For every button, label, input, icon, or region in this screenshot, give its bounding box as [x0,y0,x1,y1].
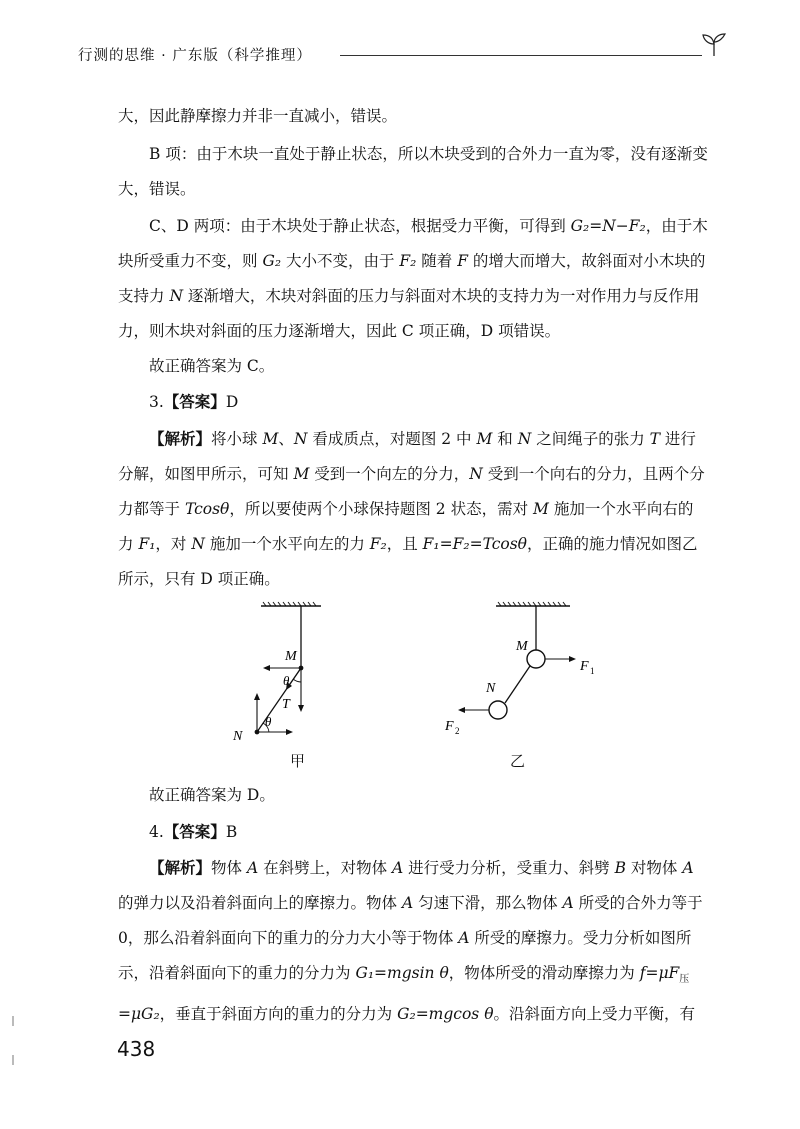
question-4-analysis: 【解析】物体 A 在斜劈上，对物体 A 进行受力分析，受重力、斜劈 B 对物体 A 的弹力以及沿着斜面向上的摩擦力。物体 A 匀速下滑，那么物体 A 所受的合外力等于 0，那么沿着斜面向下的重力的分力大小等于物体 A 所受的摩擦力。受力分析如图所示，沿着斜面向下的重力的分力为 G₁=mgsin θ，物体所受的滑动摩擦力为 $f=\mu F_压=\mu G_2$，垂直于斜面方向的重力的分力为 G₂=mgcos θ。沿斜面方向上受力平衡，有 [118,858,703,1024]
answer-line-2: 故正确答案为 C。 [149,357,275,375]
label-n: N [486,681,496,696]
label-theta-bottom: θ [265,714,272,729]
header-rule [340,55,702,56]
figure-caption-jia: 甲 [290,752,306,770]
label-f2: F [445,719,454,734]
question-3-answer: 3.【答案】D [149,392,239,411]
label-f1-subscript: 1 [590,666,595,676]
page-number: 438 [117,1037,156,1061]
scan-edge-mark [12,1016,14,1026]
figure-caption-yi: 乙 [510,752,526,770]
paragraph-2: B 项：由于木块一直处于静止状态，所以木块受到的合外力一直为零，没有逐渐变大，错误。 [118,145,708,198]
label-m: M [285,649,297,664]
figure-jia [225,598,335,768]
figure-yi [440,598,620,748]
sprout-icon [700,32,728,58]
label-t: T [282,697,290,712]
paragraph-1: 大，因此静摩擦力并非一直减小，错误。 [118,107,398,125]
question-4-answer: 4.【答案】B [149,822,238,841]
running-header [78,42,738,68]
label-theta-top: θ [283,673,290,688]
paragraph-3: C、D 两项：由于木块处于静止状态，根据受力平衡，可得到 G₂=N−F₂，由于木块所受重力不变，则 G₂ 大小不变，由于 F₂ 随着 F 的增大而增大，故斜面对小木块的支持力 N 逐渐增大，木块对斜面的压力与斜面对木块的支持力为一对作用力与反作用力，则木块对斜面的压力逐渐增大，因此 C 项正确，D 项错误。 [118,217,708,340]
label-f2-subscript: 2 [455,726,460,736]
scan-edge-mark [12,1055,14,1065]
label-m: M [516,639,528,654]
label-n: N [233,729,243,744]
label-f1: F [580,659,589,674]
question-3-analysis: 【解析】将小球 M、N 看成质点，对题图 2 中 M 和 N 之间绳子的张力 T 进行分解，如图甲所示，可知 M 受到一个向左的分力，N 受到一个向右的分力，且两个分力都等于 Tcosθ，所以要使两个小球保持题图 2 状态，需对 M 施加一个水平向右的力 F₁，对 N 施加一个水平向左的力 F₂，且 F₁=F₂=Tcosθ，正确的施力情况如图乙所示，只有 D 项正确。 [118,429,705,588]
answer-line-3: 故正确答案为 D。 [149,786,275,804]
header-title: 行测的思维 · 广东版（科学推理） [78,48,312,64]
